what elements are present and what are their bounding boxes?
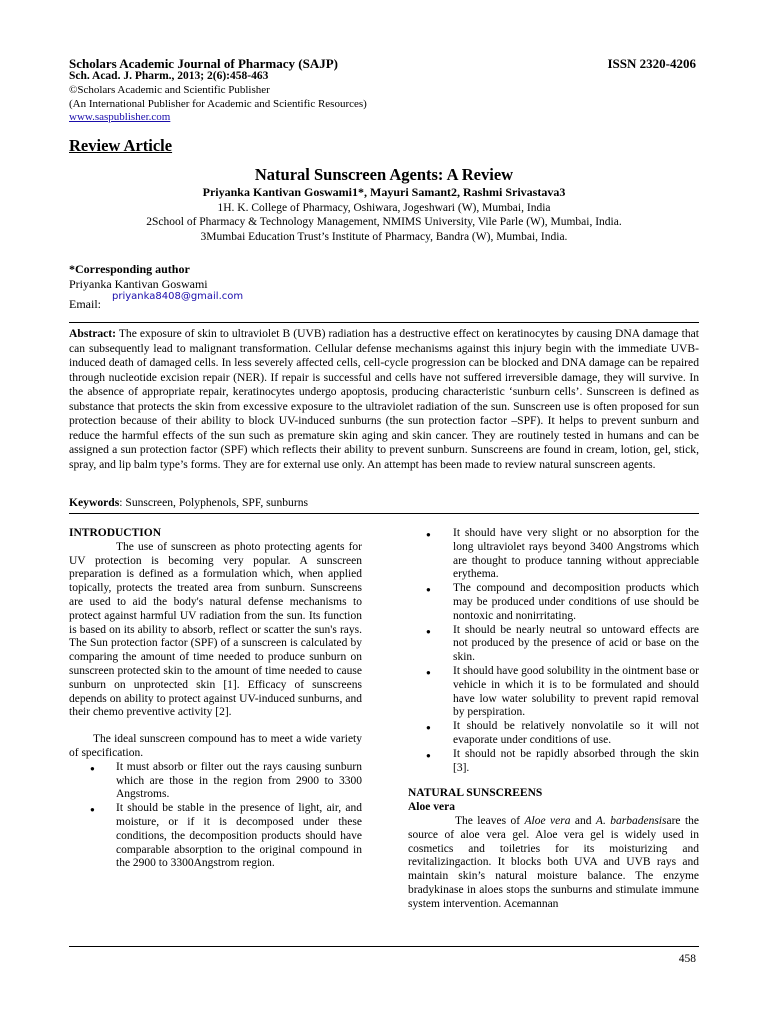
publisher-note: (An International Publisher for Academic and Scientific Resources) xyxy=(69,98,367,110)
ideal-paragraph: The ideal sunscreen compound has to meet a wide variety of specification. xyxy=(69,733,362,759)
aloe-italic-2: A. barbadensis xyxy=(595,814,667,827)
email-label: Email: xyxy=(69,297,101,311)
authors: Priyanka Kantivan Goswami1*, Mayuri Samant2, Rashmi Srivastava3 xyxy=(202,185,566,199)
keywords xyxy=(69,496,308,509)
list-item: ● It should not be rapidly absorbed through the skin [3]. xyxy=(408,748,699,776)
list-item: ● The compound and decomposition products which may be produced under conditions of use should be nontoxic and nonirritating. xyxy=(408,582,699,623)
list-item: ● It should be stable in the presence of light, air, and moisture, or if it is decomposed under these conditions, the decomposition products should have comparable absorption to the original compound in the 2900 to 3300Angstrom region. xyxy=(69,802,362,871)
abstract-top-rule xyxy=(69,322,699,323)
abstract-label: Abstract: xyxy=(69,327,117,340)
affiliation-3: 3Mumbai Education Trust’s Institute of Pharmacy, Bandra (W), Mumbai, India. xyxy=(200,231,568,243)
issn: ISSN 2320-4206 xyxy=(607,56,696,71)
aloe-text-1: The leaves of xyxy=(455,814,525,827)
article-type: Review Article xyxy=(69,136,173,155)
journal-name: Scholars Academic Journal of Pharmacy (SAJP) xyxy=(69,56,339,71)
abstract-bottom-rule xyxy=(69,513,699,514)
intro-heading: INTRODUCTION xyxy=(69,527,162,539)
email-link[interactable]: priyanka8408@gmail.com xyxy=(112,291,244,302)
list-item: ● It should have very slight or no absorption for the long ultraviolet rays beyond 3400 Angstroms which are thought to produce tanning without appreciable erythema. xyxy=(408,527,699,582)
intro-paragraph: The use of sunscreen as photo protecting agents for UV protection is becoming very popular. A sunscreen preparation is defined as a formulation which, when applied topically, protects the treated area from sunburn. Sunscreens are used to aid the body's natural defense mechanisms to protect against harmful UV radiation from the sun. Its function is based on its ability to absorb, reflect or scatter the sun's rays. The Sun protection factor (SPF) of a sunscreen is calculated by comparing the amount of time needed to produce sunburn on sunscreen protected skin to the amount of time needed to cause sunburn on unprotected skin [1]. Efficacy of sunscreens depends on ability to protect against UV-induced sunburns, and their chemo preventive activity [2]. xyxy=(69,540,362,719)
keywords-label: Keywords xyxy=(69,496,120,509)
natural-sunscreens-heading: NATURAL SUNSCREENS xyxy=(408,787,543,800)
aloe-text-2: and xyxy=(570,814,596,827)
citation: Sch. Acad. J. Pharm., 2013; 2(6):458-463 xyxy=(69,70,269,82)
corresponding-name: Priyanka Kantivan Goswami xyxy=(69,277,208,291)
copyright: ©Scholars Academic and Scientific Publisher xyxy=(69,84,270,96)
keywords-text: : Sunscreen, Polyphenols, SPF, sunburns xyxy=(119,496,309,509)
aloe-text-3: are the source of aloe vera gel. Aloe vera gel is widely used in cosmetics and toiletries for its moisturizing and revitalizingaction. It blocks both UVA and UVB rays and maintain skin’s natural moisture balance. The enzyme bradykinase in aloes stops the sunburns and stimulate immune system intervention. Acemannan xyxy=(408,814,700,910)
affiliation-2: 2School of Pharmacy & Technology Management, NMIMS University, Vile Parle (W), Mumbai, India. xyxy=(146,216,622,228)
paper-title: Natural Sunscreen Agents: A Review xyxy=(254,165,514,184)
spec-list xyxy=(69,761,362,871)
aloe-vera-paragraph xyxy=(408,815,699,912)
website-link[interactable]: www.saspublisher.com xyxy=(69,111,171,123)
list-item: ● It must absorb or filter out the rays causing sunburn which are those in the region from 2900 to 3300 Angstroms. xyxy=(69,761,362,802)
corresponding-heading: *Corresponding author xyxy=(69,262,190,276)
list-item: ● It should have good solubility in the ointment base or vehicle in which it is to be formulated and should have low water solubility to prevent rapid removal by perspiration. xyxy=(408,665,699,720)
aloe-vera-heading: Aloe vera xyxy=(408,801,455,814)
affiliation-1: 1H. K. College of Pharmacy, Oshiwara, Jogeshwari (W), Mumbai, India xyxy=(217,202,551,214)
spec-list-continued xyxy=(408,527,699,775)
page-number: 458 xyxy=(678,953,696,965)
left-column xyxy=(69,527,362,871)
aloe-italic-1: Aloe vera xyxy=(524,814,571,827)
right-column xyxy=(408,527,699,912)
abstract xyxy=(69,327,699,472)
list-item: ● It should be nearly neutral so untoward effects are not produced by the presence of acid or base on the skin. xyxy=(408,624,699,665)
abstract-text: The exposure of skin to ultraviolet B (UVB) radiation has a destructive effect on keratinocytes by causing DNA damage that can subsequently lead to malignant transformation. Cellular defense mechanisms against this injury begin with the immediate UVB-induced death of damaged cells. In less severely affected cells, cell-cycle progression can be blocked and DNA damage can be repaired through nucleotide excision repair (NER). If repair is successful and cells have not suffered irreversible damage, they will survive. In the absence of appropriate repair, keratinocytes undergo apoptosis, producing characteristic ‘sunburn cells’. Sunscreen is defined as substance that protects the skin from excessive exposure to the ultraviolet radiation of the sun. Sunscreen use is often proposed for sun protection because of their ability to block UV-induced sunburns (the sun protection factor –SPF). It helps to prevent sunburn and reduce the harmful effects of the sun such as premature skin aging and skin cancer. They are routinely tested in humans and can be assigned a sun protection factor (SPF) which reflects their ability to prevent sunburn. Sunscreens are found in cream, lotion, gel, stick, spray, and lip balm type’s forms. They are for external use only. An attempt has been made to review natural sunscreen agents. xyxy=(69,327,699,471)
spacer xyxy=(408,775,699,787)
list-item: ● It should be relatively nonvolatile so it will not evaporate under conditions of use. xyxy=(408,720,699,748)
spacer xyxy=(69,720,362,733)
footer-rule xyxy=(69,946,699,947)
